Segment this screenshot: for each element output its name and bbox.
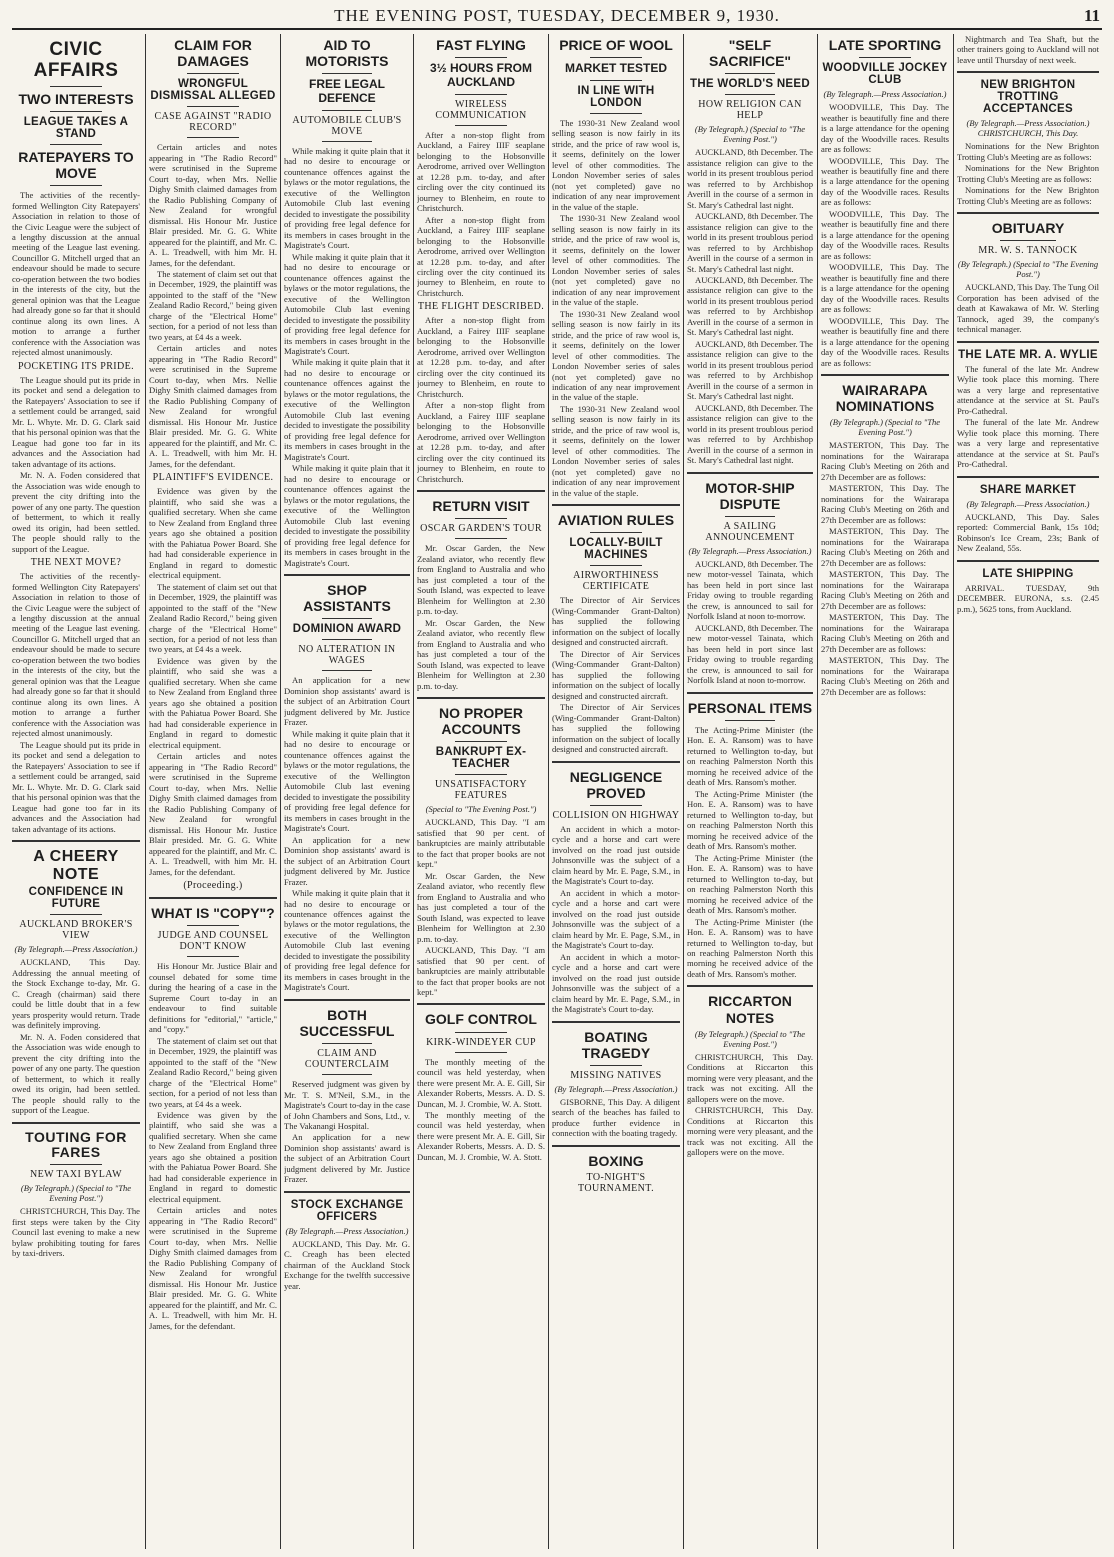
- masthead: [12, 6, 1102, 30]
- results-table: Nominations for the New Brighton Trotting Club's Meeting are as follows:: [957, 141, 1099, 162]
- subheadline: WIRELESS COMMUNICATION: [435, 98, 527, 121]
- article-text: The League should put its pride in its pocket and send a delegation to the Ratepayers' Association to see if a settlement could be arranged, said Mr. L. Whyte. Mr. D. G. Clark said that his personal opinion was that the League had gone too far in its advances and the Association had taken advantage of its actions.: [12, 374, 140, 469]
- article-text: CHRISTCHURCH, This Day. Conditions at Riccarton this morning were very pleasant, and the track was not exciting. All the gallopers were on the move.: [687, 1051, 813, 1104]
- byline: (By Telegraph.) (Special to "The Evening Post."): [694, 1028, 806, 1049]
- headline: NEGLIGENCE PROVED: [569, 768, 663, 801]
- subheadline: HOW RELIGION CAN HELP: [698, 99, 802, 122]
- article-text: The Acting-Prime Minister (the Hon. E. A. Ransom) was to have returned to Wellington to-day, but on reaching Palmerston North this morning he received advice of the death of Mrs. Ransom's mother.: [687, 724, 813, 788]
- subheadline: CLAIM AND COUNTERCLAIM: [304, 1048, 390, 1071]
- byline: (Special to "The Evening Post."): [425, 804, 537, 815]
- subheadline: THE WORLD'S NEED: [690, 78, 810, 91]
- article-text: Mr. N. A. Foden considered that the Association was wide enough to prevent the city drifting into the power of any one party. The question of betterment, to which it really owed its origin, had been settled. The people should rally to the support of the League.: [12, 470, 140, 554]
- subheadline: FREE LEGAL DEFENCE: [308, 77, 385, 105]
- column-4: [417, 34, 545, 1549]
- article-text: Mr. Oscar Garden, the New Zealand aviator, who recently flew from England to Australia and who has just completed a tour of the South Island, was expected to leave Blenheim for Wellington at 2.30 p.m. to-day.: [417, 617, 545, 691]
- subheadline: AIRWORTHINESS CERTIFICATE: [573, 570, 659, 593]
- article-text: While making it quite plain that it had no desire to encourage or countenance offences against the bylaws or the motor regulations, the executive of the Wellington Automobile Club last evening decided to investigate the possibility of providing free legal defence for its members in cases brought in the Magistrate's Court.: [284, 357, 410, 462]
- subheadline: CONFIDENCE IN FUTURE: [28, 886, 124, 911]
- article-text: GISBORNE, This Day. A diligent search of the beaches has failed to produce further evidence in connection with the boating tragedy.: [552, 1096, 680, 1139]
- article-text: MASTERTON, This Day. The nominations for the Wairarapa Racing Club's Meeting on 26th and 27th December are as follows:: [821, 483, 949, 525]
- article-text: Certain articles and notes appearing in "The Radio Record" were scrutinised in the Supreme Court to-day, when Mrs. Nellie Dighy Smith claimed damages from the Radio Publishing Company of New Zealand for wrongful dismissal. His Honour Mr. Justice Blair presided. Mr. G. G. White appeared for the plaintiff, and Mr. C. A. L. Treadwell, with him Mr. H. James, for the defendant.: [149, 343, 277, 469]
- headline: THE LATE MR. A. WYLIE: [958, 348, 1098, 361]
- article-text: After a non-stop flight from Auckland, a Fairey IIIF seaplane belonging to the Hobsonville Aerodrome, arrived over Wellington at 12.28 p.m. to-day, and after circling over the city continued its journey to Blenheim, en route to Christchurch.: [417, 315, 545, 399]
- headline: WAIRARAPA NOMINATIONS: [835, 382, 935, 415]
- article-text: After a non-stop flight from Auckland, a Fairey IIIF seaplane belonging to the Hobsonville Aerodrome, arrived over Wellington at 12.28 p.m. to-day, and after circling over the city continued its journey to Blenheim, en route to Christchurch.: [417, 129, 545, 214]
- column-8: [957, 34, 1099, 1549]
- article-text: AUCKLAND, 8th December. The new motor-vessel Tainata, which has been held in port since last Friday owing to trouble regarding the crew, is announced to sail for Norfolk Island at noon to-morrow.: [687, 622, 813, 686]
- headline: AID TO MOTORISTS: [305, 37, 389, 70]
- masthead-title: THE EVENING POST, TUESDAY, DECEMBER 9, 1930.: [334, 6, 780, 25]
- column-1: [12, 34, 140, 1549]
- headline: A CHEERY NOTE: [33, 848, 119, 883]
- article-text: Evidence was given by the plaintiff, who said she was a qualified secretary. When she came to New Zealand from England three years ago she obtained a position with the Pahiatua Power Board. She had had considerable experience in England in regard to domestic electrical equipment.: [149, 486, 277, 581]
- article-text: An accident in which a motor-cycle and a horse and cart were involved on the road just outside Johnsonville was the subject of a claim heard by Mr. E. Page, S.M., in the Magistrate's Court to-day.: [552, 887, 680, 951]
- article-text: Certain articles and notes appearing in "The Radio Record" were scrutinised in the Supreme Court to-day, when Mrs. Nellie Dighy Smith claimed damages from the Radio Publishing Company of New Zealand for wrongful dismissal. His Honour Mr. Justice Blair presided. Mr. G. G. White appeared for the plaintiff, and Mr. C. A. L. Treadwell, with him Mr. H. James, for the defendant.: [149, 751, 277, 877]
- headline: FAST FLYING: [436, 37, 526, 53]
- headline: GOLF CONTROL: [425, 1011, 537, 1028]
- article-text: Certain articles and notes appearing in "The Radio Record" were scrutinised in the Supreme Court to-day, when Mrs. Nellie Dighy Smith claimed damages from the Radio Publishing Company of New Zealand for wrongful dismissal. His Honour Mr. Justice Blair presided. Mr. G. G. White appeared for the plaintiff, and Mr. C. A. L. Treadwell, with him Mr. H. James, for the defendant.: [149, 142, 277, 268]
- article-text: WOODVILLE, This Day. The weather is beautifully fine and there is a large attendance for the opening day of the Woodville races. Results are as follows:: [821, 262, 949, 315]
- byline: (By Telegraph.—Press Association.) CHRISTCHURCH, This Day.: [966, 118, 1090, 139]
- headline: NO PROPER ACCOUNTS: [438, 705, 523, 738]
- article-text: Nightmarch and Tea Shaft, but the other trainers going to Auckland will not leave until Thursday of next week.: [957, 34, 1099, 65]
- headline: LATE SPORTING: [828, 37, 942, 53]
- article-text: WOODVILLE, This Day. The weather is beautifully fine and there is a large attendance for the opening day of the Woodville races. Results are as follows:: [821, 208, 949, 261]
- subheadline: NEW TAXI BYLAW: [30, 1169, 122, 1181]
- subheadline: TWO INTERESTS: [18, 90, 134, 107]
- article-text: AUCKLAND, This Day. Addressing the annual meeting of the Stock Exchange to-day, Mr. G. C. Creagh (chairman) said there could be little doubt that in a few years prosperity would return. Trade was definitely improving.: [12, 957, 140, 1031]
- article-text: AUCKLAND, 8th December. The assistance religion can give to the world in its present troublous period was referred to by Archbishop Averill in the course of a sermon in St. Mary's Cathedral last night.: [687, 275, 813, 338]
- subheadline: UNSATISFACTORY FEATURES: [435, 779, 527, 802]
- headline: RICCARTON NOTES: [708, 993, 792, 1026]
- subheadline: 3½ HOURS FROM AUCKLAND: [429, 61, 532, 89]
- subheadline: COLLISION ON HIGHWAY: [552, 809, 680, 821]
- article-text: Mr. N. A. Foden considered that the Association was wide enough to prevent the city drifting into the power of any one party. The question of betterment, to which it really owed its origin, had been settled. The people should rally to the support of the League.: [12, 1031, 140, 1116]
- byline: (By Telegraph.) (Special to "The Evening Post."): [957, 259, 1099, 280]
- subheadline: LEAGUE TAKES A STAND: [23, 115, 129, 140]
- subheadline: NO ALTERATION IN WAGES: [298, 644, 396, 667]
- article-text: AUCKLAND, 8th December. The assistance religion can give to the world in its present troublous period was referred to by Archbishop Averill in the course of a sermon in St. Mary's Cathedral last night.: [687, 147, 813, 210]
- article-text: The funeral of the late Mr. Andrew Wylie took place this morning. There was a very large and representative attendance at the service at St. Paul's Pro-Cathedral.: [957, 417, 1099, 470]
- article-text: Reserved judgment was given by Mr. T. S. M'Neil, S.M., in the Magistrate's Court to-day in the case of John Chambers and Sons, Ltd., v. The Vakanangi Hospital.: [284, 1079, 410, 1131]
- article-text: The Acting-Prime Minister (the Hon. E. A. Ransom) was to have returned to Wellington to-day, but on reaching Palmerston North this morning he received advice of the death of Mrs. Ransom's mother.: [687, 916, 813, 979]
- byline: (By Telegraph.) (Special to "The Evening Post."): [20, 1183, 132, 1204]
- article-text: An application for a new Dominion shop assistants' award is the subject of an Arbitration Court judgment delivered by Mr. Justice Frazer.: [284, 1132, 410, 1185]
- article-text: The 1930-31 New Zealand wool selling season is now fairly in its stride, and the price of raw wool is, it seems, definitely on the lower level of other commodities. The London November series of sales (not yet completed) gave no indication of any near improvement in the value of the staple.: [552, 213, 680, 308]
- headline: BOTH SUCCESSFUL: [299, 1006, 395, 1039]
- headline: RETURN VISIT: [432, 498, 530, 515]
- page-number: 11: [1083, 6, 1100, 25]
- headline: LATE SHIPPING: [982, 567, 1074, 580]
- headline: MOTOR-SHIP DISPUTE: [705, 479, 795, 512]
- subheadline: OSCAR GARDEN'S TOUR: [420, 523, 542, 535]
- headline: CIVIC AFFAIRS: [33, 39, 119, 81]
- byline: (By Telegraph.—Press Association.): [554, 1083, 678, 1094]
- article-text: AUCKLAND, 8th December. The assistance religion can give to the world in its present troublous period was referred to by Archbishop Averill in the course of a sermon in St. Mary's Cathedral last night.: [687, 402, 813, 466]
- article-text: The monthly meeting of the council was held yesterday, when there were present Mr. A. E. Gill, Sir Alexander Roberts, Messrs. A. D. S. Duncan, M. J. Crombie, W. A. Stott.: [417, 1110, 545, 1162]
- headline: SHARE MARKET: [979, 483, 1077, 496]
- article-text: The Acting-Prime Minister (the Hon. E. A. Ransom) was to have returned to Wellington to-day, but on reaching Palmerston North this morning he received advice of the death of Mrs. Ransom's mother.: [687, 852, 813, 916]
- article-text: While making it quite plain that it had no desire to encourage or countenance offences against the bylaws or the motor regulations, the executive of the Wellington Automobile Club last evening decided to investigate the possibility of providing free legal defence for its members in cases brought in the Magistrate's Court.: [284, 251, 410, 356]
- article-text: Mr. Oscar Garden, the New Zealand aviator, who recently flew from England to Australia and who has just completed a tour of the South Island, was expected to leave Blenheim for Wellington at 2.30 p.m. to-day.: [417, 543, 545, 617]
- article-text: MASTERTON, This Day. The nominations for the Wairarapa Racing Club's Meeting on 26th and 27th December are as follows:: [821, 612, 949, 654]
- article-text: The Director of Air Services (Wing-Commander Grant-Dalton) has supplied the following information on the subject of locally designed and constructed aircraft.: [552, 702, 680, 755]
- newspaper-columns: [12, 34, 1102, 1549]
- column-5: [552, 34, 680, 1549]
- article-text: While making it quite plain that it had no desire to encourage or countenance offences against the bylaws or the motor regulations, the executive of the Wellington Automobile Club last evening decided to investigate the possibility of providing free legal defence for its members in cases brought in the Magistrate's Court.: [284, 728, 410, 834]
- article-text: An accident in which a motor-cycle and a horse and cart were involved on the road just outside Johnsonville was the subject of a claim heard by Mr. E. Page, S.M., in the Magistrate's Court to-day.: [552, 823, 680, 887]
- article-text: The activities of the recently-formed Wellington City Ratepayers' Association in relation to those of the Civic League were the subject of a lengthy discussion at the annual meeting of the League last evening. Councillor G. Mitchell urged that an endeavour should be made to secure co-operation between the two bodies in the interests of the city, but the general opinion was that the League had already gone so far that it should continue along its own lines. A motion to arrange a further conference with the Association was rejected almost unanimously.: [12, 571, 140, 739]
- headline: "SELF SACRIFICE": [708, 37, 792, 70]
- headline: WHAT IS "COPY"?: [151, 905, 275, 922]
- section-heading: POCKETING ITS PRIDE.: [17, 360, 135, 372]
- byline: (By Telegraph.—Press Association.): [688, 545, 812, 556]
- subheadline: LOCALLY-BUILT MACHINES: [569, 537, 663, 562]
- article-text: Evidence was given by the plaintiff, who said she was a qualified secretary. When she came to New Zealand from England three years ago she obtained a position with the Pahiatua Power Board. She had had considerable experience in England in regard to domestic electrical equipment.: [149, 1110, 277, 1204]
- byline: (By Telegraph.—Press Association.): [823, 89, 947, 100]
- article-text: Evidence was given by the plaintiff, who said she was a qualified secretary. When she came to New Zealand from England three years ago she obtained a position with the Pahiatua Power Board. She had had considerable experience in England in regard to domestic electrical equipment.: [149, 655, 277, 750]
- article-text: The statement of claim set out that in December, 1929, the plaintiff was appointed to the staff of the "New Zealand Radio Record," being given charge of the "Electrical Home" section, for a period of not less than two years, at £4 4s a week.: [149, 269, 277, 342]
- article-text: AUCKLAND, 8th December. The new motor-vessel Tainata, which has been held in port since last Friday owing to trouble regarding the crew, is announced to sail for Norfolk Island at noon to-morrow.: [687, 558, 813, 622]
- subheadline: AUCKLAND BROKER'S VIEW: [19, 919, 133, 942]
- article-text: The Director of Air Services (Wing-Commander Grant-Dalton) has supplied the following information on the subject of locally designed and constructed aircraft.: [552, 595, 680, 648]
- subheadline: RATEPAYERS TO MOVE: [18, 148, 134, 181]
- column-3: [284, 34, 410, 1549]
- article-text: Mr. Oscar Garden, the New Zealand aviator, who recently flew from England to Australia and who has just completed a tour of the South Island, was expected to leave Blenheim for Wellington at 2.30 p.m. to-day.: [417, 870, 545, 944]
- article-text: The 1930-31 New Zealand wool selling season is now fairly in its stride, and the price of raw wool is, it seems, definitely on the lower level of other commodities. The London November series of sales (not yet completed) gave no indication of any near improvement in the value of the staple.: [552, 117, 680, 212]
- byline: (By Telegraph.) (Special to "The Evening Post."): [829, 417, 941, 438]
- headline: STOCK EXCHANGE OFFICERS: [290, 1198, 404, 1223]
- article-text: An application for a new Dominion shop assistants' award is the subject of an Arbitration Court judgment delivered by Mr. Justice Frazer.: [284, 834, 410, 887]
- article-text: MASTERTON, This Day. The nominations for the Wairarapa Racing Club's Meeting on 26th and 27th December are as follows:: [821, 526, 949, 568]
- headline: PERSONAL ITEMS: [687, 699, 813, 716]
- byline: (By Telegraph.—Press Association.): [285, 1225, 409, 1236]
- subheadline: MISSING NATIVES: [570, 1069, 662, 1081]
- subheadline: JUDGE AND COUNSEL DON'T KNOW: [157, 930, 269, 953]
- article-text: After a non-stop flight from Auckland, a Fairey IIIF seaplane belonging to the Hobsonville Aerodrome, arrived over Wellington at 12.28 p.m. to-day, and after circling over the city continued its journey to Blenheim, en route to Christchurch.: [417, 214, 545, 298]
- article-text: The 1930-31 New Zealand wool selling season is now fairly in its stride, and the price of raw wool is, it seems, definitely on the lower level of other commodities. The London November series of sales (not yet completed) gave no indication of any near improvement in the value of the staple.: [552, 308, 680, 403]
- article-text: The funeral of the late Mr. Andrew Wylie took place this morning. There was a very large and representative attendance at the service at St. Paul's Pro-Cathedral.: [957, 363, 1099, 416]
- headline: BOATING TRAGEDY: [581, 1028, 651, 1061]
- headline: OBITUARY: [991, 220, 1065, 237]
- byline: (By Telegraph.) (Special to "The Evening Post."): [694, 124, 806, 145]
- article-text: The League should put its pride in its pocket and send a delegation to the Ratepayers' Association to see if a settlement could be arranged, said Mr. L. Whyte. Mr. D. G. Clark said that his personal opinion was that the League had gone too far in its advances and the Association had taken advantage of its actions.: [12, 739, 140, 834]
- article-text: An application for a new Dominion shop assistants' award is the subject of an Arbitration Court judgment delivered by Mr. Justice Frazer.: [284, 675, 410, 728]
- section-heading: THE FLIGHT DESCRIBED.: [417, 301, 545, 313]
- article-text: WOODVILLE, This Day. The weather is beautifully fine and there is a large attendance for the opening day of the Woodville races. Results are as follows:: [821, 102, 949, 155]
- subheadline: WOODVILLE JOCKEY CLUB: [822, 62, 948, 87]
- article-text: Certain articles and notes appearing in "The Radio Record" were scrutinised in the Supreme Court to-day, when Mrs. Nellie Dighy Smith claimed damages from the Radio Publishing Company of New Zealand for wrongful dismissal. His Honour Mr. Justice Blair presided. Mr. G. G. White appeared for the plaintiff, and Mr. C. A. L. Treadwell, with him Mr. H. James, for the defendant.: [149, 1205, 277, 1331]
- article-text: The Director of Air Services (Wing-Commander Grant-Dalton) has supplied the following information on the subject of locally designed and constructed aircraft.: [552, 648, 680, 701]
- article-text: The statement of claim set out that in December, 1929, the plaintiff was appointed to the staff of the "New Zealand Radio Record," being given charge of the "Electrical Home" section, for a period of not less than two years, at £4 4s a week.: [149, 581, 277, 655]
- byline: (By Telegraph.—Press Association.): [14, 944, 138, 955]
- article-text: MASTERTON, This Day. The nominations for the Wairarapa Racing Club's Meeting on 26th and 27th December are as follows:: [821, 655, 949, 697]
- article-text: AUCKLAND, This Day. The Tung Oil Corporation has been advised of the death at Kawakawa of Mr. W. Sterling Tannock, aged 39, the company's technical manager.: [957, 282, 1099, 335]
- article-text: ARRIVAL. TUESDAY, 9th DECEMBER. EURONA, s.s. (2.45 p.m.), 5625 tons, from Auckland.: [957, 582, 1099, 614]
- subheadline: DOMINION AWARD: [292, 623, 402, 636]
- headline: PRICE OF WOOL: [559, 37, 673, 53]
- article-text: WOODVILLE, This Day. The weather is beautifully fine and there is a large attendance for the opening day of the Woodville races. Results are as follows:: [821, 315, 949, 368]
- article-text: His Honour Mr. Justice Blair and counsel debated for some time during the hearing of a case in the Supreme Court to-day in an endeavour to find suitable definitions for "editorial," "article," and "copy.": [149, 961, 277, 1035]
- section-heading: THE NEXT MOVE?: [30, 557, 122, 569]
- article-text: After a non-stop flight from Auckland, a Fairey IIIF seaplane belonging to the Hobsonville Aerodrome, arrived over Wellington at 12.28 p.m. to-day, and after circling over the city continued its journey to Blenheim, en route to Christchurch.: [417, 400, 545, 484]
- article-text: AUCKLAND, This Day. Sales reported: Commercial Bank, 15s 10d; Robinson's Ice Cream, 23s; Bank of New Zealand, 55s.: [957, 511, 1099, 554]
- section-heading: PLAINTIFF'S EVIDENCE.: [152, 472, 274, 484]
- article-text: AUCKLAND, This Day. "I am satisfied that 90 per cent. of bankruptcies are mainly attributable to the fact that proper books are not kept.": [417, 945, 545, 997]
- article-text: WOODVILLE, This Day. The weather is beautifully fine and there is a large attendance for the opening day of the Woodville races. Results are as follows:: [821, 155, 949, 208]
- article-text: AUCKLAND, 8th December. The assistance religion can give to the world in its present troublous period was referred to by Archbishop Averill in the course of a sermon in St. Mary's Cathedral last night.: [687, 338, 813, 402]
- article-text: The activities of the recently-formed Wellington City Ratepayers' Association in relation to those of the Civic League were the subject of a lengthy discussion at the annual meeting of the League last evening. Councillor G. Mitchell urged that an endeavour should be made to secure co-operation between the two bodies in the interests of the city, but the general opinion was that the League had already gone so far that it should continue along its own lines. A motion to arrange a further conference with the Association was rejected almost unanimously.: [12, 190, 140, 358]
- headline: CLAIM FOR DAMAGES: [174, 37, 252, 70]
- headline: BOXING: [588, 1152, 644, 1169]
- results-table: Nominations for the New Brighton Trotting Club's Meeting are as follows:: [957, 185, 1099, 206]
- article-text: While making it quite plain that it had no desire to encourage or countenance offences against the bylaws or the motor regulations, the executive of the Wellington Automobile Club last evening decided to investigate the possibility of providing free legal defence for its members in cases brought in the Magistrate's Court.: [284, 888, 410, 993]
- subheadline: IN LINE WITH LONDON: [577, 84, 655, 109]
- article-text: The monthly meeting of the council was held yesterday, when there were present Mr. A. E. Gill, Sir Alexander Roberts, Messrs. A. D. S. Duncan, M. J. Crombie, W. A. Stott.: [417, 1056, 545, 1109]
- subheadline: MARKET TESTED: [565, 61, 667, 76]
- byline: (By Telegraph.—Press Association.): [966, 498, 1090, 509]
- headline: AVIATION RULES: [557, 512, 675, 529]
- article-text: AUCKLAND, This Day. Mr. G. C. Creagh has been elected chairman of the Auckland Stock Exchange for the twelfth successive year.: [284, 1238, 410, 1291]
- article-text: The Acting-Prime Minister (the Hon. E. A. Ransom) was to have returned to Wellington to-day, but on reaching Palmerston North this morning he received advice of the death of Mrs. Ransom's mother.: [687, 788, 813, 852]
- headline: TOUTING FOR FARES: [25, 1128, 127, 1160]
- subheadline: TO-NIGHT'S TOURNAMENT.: [578, 1171, 654, 1194]
- column-7: [821, 34, 949, 1549]
- subheadline: AUTOMOBILE CLUB'S MOVE: [292, 114, 402, 137]
- headline: NEW BRIGHTON TROTTING ACCEPTANCES: [980, 79, 1076, 116]
- results-table: Nominations for the New Brighton Trotting Club's Meeting are as follows:: [957, 163, 1099, 184]
- article-text: The statement of claim set out that in December, 1929, the plaintiff was appointed to the staff of the "New Zealand Radio Record," being given charge of the "Electrical Home" section, for a period of not less than two years, at £4 4s a week.: [149, 1035, 277, 1109]
- subheadline: MR. W. S. TANNOCK: [978, 245, 1078, 257]
- article-text: An accident in which a motor-cycle and a horse and cart were involved on the road just outside Johnsonville was the subject of a claim heard by Mr. E. Page, S.M., in the Magistrate's Court to-day.: [552, 951, 680, 1015]
- column-6: [687, 34, 813, 1549]
- article-text: AUCKLAND, This Day. "I am satisfied that 90 per cent. of bankruptcies are mainly attributable to the fact that proper books are not kept.": [417, 817, 545, 870]
- subheadline: A SAILING ANNOUNCEMENT: [705, 520, 795, 543]
- article-text: The 1930-31 New Zealand wool selling season is now fairly in its stride, and the price of raw wool is, it seems, definitely on the lower level of other commodities. The London November series of sales (not yet completed) gave no indication of any near improvement in the value of the staple.: [552, 403, 680, 498]
- headline: SHOP ASSISTANTS: [303, 582, 391, 615]
- article-text: CHRISTCHURCH, This Day. The first steps were taken by the City Council last evening to make a new bylaw prohibiting touting for fares by taxi-drivers.: [12, 1206, 140, 1259]
- section-heading: (Proceeding.): [183, 880, 243, 892]
- subheadline: WRONGFUL DISMISSAL ALLEGED: [150, 78, 276, 103]
- article-text: While making it quite plain that it had no desire to encourage or countenance offences against the bylaws or the motor regulations, the executive of the Wellington Automobile Club last evening decided to investigate the possibility of providing free legal defence for its members in cases brought in the Magistrate's Court.: [284, 145, 410, 251]
- subheadline: BANKRUPT EX-TEACHER: [435, 746, 527, 771]
- subheadline: CASE AGAINST "RADIO RECORD": [154, 111, 272, 134]
- article-text: AUCKLAND, 8th December. The assistance religion can give to the world in its present troublous period was referred to by Archbishop Averill in the course of a sermon in St. Mary's Cathedral last night.: [687, 211, 813, 274]
- article-text: MASTERTON, This Day. The nominations for the Wairarapa Racing Club's Meeting on 26th and 27th December are as follows:: [821, 440, 949, 482]
- article-text: MASTERTON, This Day. The nominations for the Wairarapa Racing Club's Meeting on 26th and 27th December are as follows:: [821, 569, 949, 611]
- column-2: [149, 34, 277, 1549]
- article-text: While making it quite plain that it had no desire to encourage or countenance offences against the bylaws or the motor regulations, the executive of the Wellington Automobile Club last evening decided to investigate the possibility of providing free legal defence for its members in cases brought in the Magistrate's Court.: [284, 463, 410, 568]
- article-text: CHRISTCHURCH, This Day. Conditions at Riccarton this morning were very pleasant, and the track was not exciting. All the gallopers were on the move.: [687, 1105, 813, 1157]
- subheadline: KIRK-WINDEYER CUP: [426, 1036, 536, 1048]
